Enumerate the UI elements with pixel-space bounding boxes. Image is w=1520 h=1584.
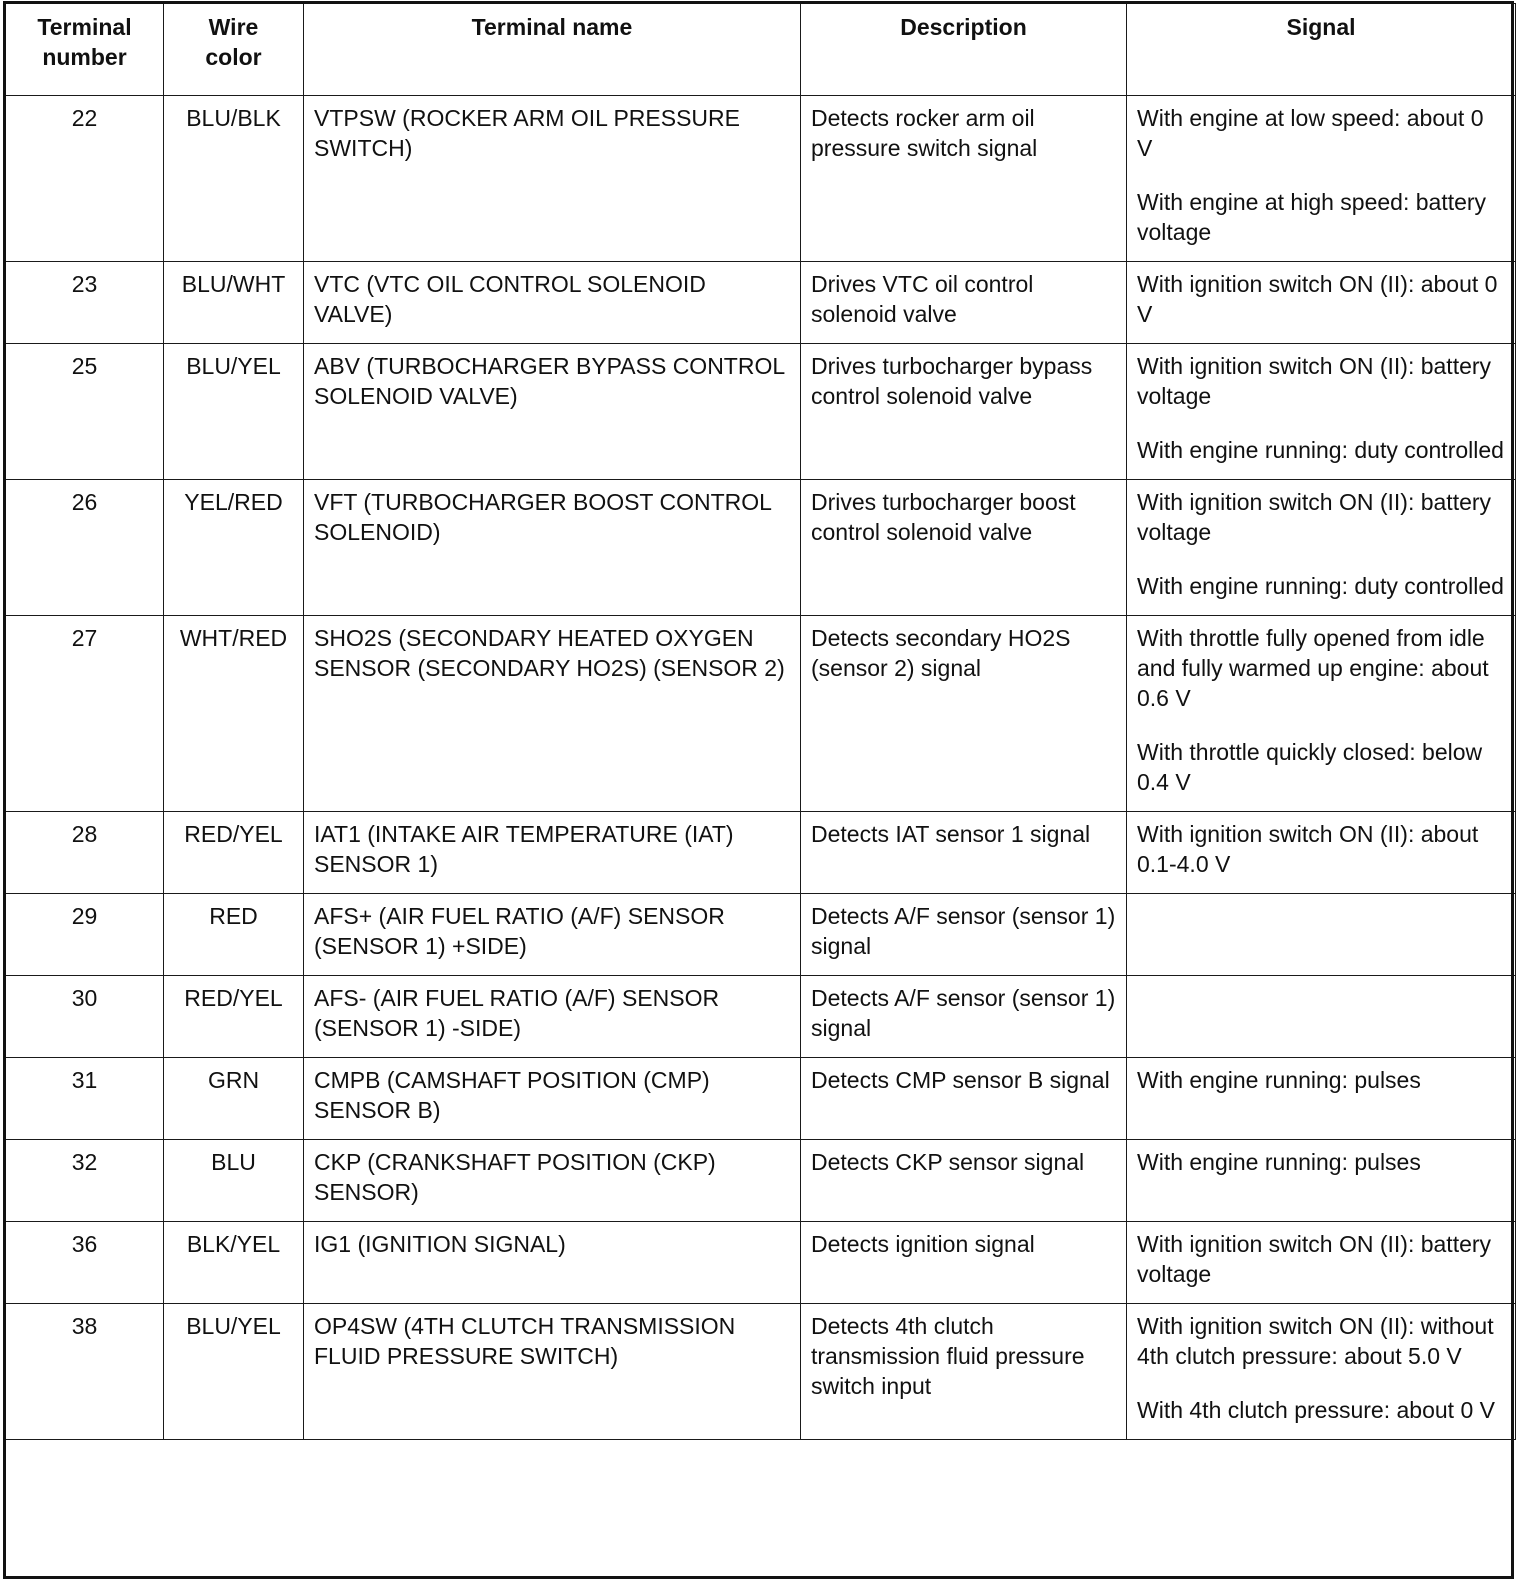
description-cell: Detects A/F sensor (sensor 1) signal: [801, 894, 1127, 976]
table-row: [6, 480, 1516, 616]
terminal-number-cell: 30: [6, 976, 164, 1058]
terminal-number-cell: 27: [6, 616, 164, 812]
signal-line: With throttle fully opened from idle and fully warmed up engine: about 0.6 V: [1137, 625, 1489, 711]
terminal-name-cell: AFS+ (AIR FUEL RATIO (A/F) SENSOR (SENSOR 1) +SIDE): [304, 894, 801, 976]
signal-cell: [1127, 616, 1516, 812]
signal-line: With ignition switch ON (II): about 0.1-4.0 V: [1137, 821, 1479, 877]
wire-color-cell: RED/YEL: [164, 976, 304, 1058]
wire-color-cell: WHT/RED: [164, 616, 304, 812]
table-row: [6, 616, 1516, 812]
terminal-number-cell: 29: [6, 894, 164, 976]
terminal-name-cell: ABV (TURBOCHARGER BYPASS CONTROL SOLENOID VALVE): [304, 344, 801, 480]
description-cell: Detects ignition signal: [801, 1222, 1127, 1304]
terminal-name-cell: IAT1 (INTAKE AIR TEMPERATURE (IAT) SENSOR 1): [304, 812, 801, 894]
signal-line: With 4th clutch pressure: about 0 V: [1137, 1397, 1495, 1423]
signal-cell: [1127, 480, 1516, 616]
signal-line: With ignition switch ON (II): battery voltage: [1137, 353, 1492, 409]
terminal-number-cell: 28: [6, 812, 164, 894]
signal-cell: [1127, 1140, 1516, 1222]
table-row: [6, 1222, 1516, 1304]
table-row: [6, 812, 1516, 894]
terminal-number-cell: 38: [6, 1304, 164, 1440]
signal-line: With engine at low speed: about 0 V: [1137, 105, 1484, 161]
header-terminal-name: Terminal name: [304, 4, 801, 96]
description-cell: Detects CMP sensor B signal: [801, 1058, 1127, 1140]
terminal-number-cell: 32: [6, 1140, 164, 1222]
description-cell: Drives turbocharger bypass control solenoid valve: [801, 344, 1127, 480]
table-row: [6, 1304, 1516, 1440]
signal-line: With engine running: pulses: [1137, 1067, 1421, 1093]
header-wire-color: Wire color: [164, 4, 304, 96]
table-header: [6, 4, 1516, 96]
table-row: [6, 344, 1516, 480]
signal-cell: [1127, 1058, 1516, 1140]
signal-line: With ignition switch ON (II): about 0 V: [1137, 271, 1498, 327]
terminal-name-cell: VTC (VTC OIL CONTROL SOLENOID VALVE): [304, 262, 801, 344]
table-row: [6, 1140, 1516, 1222]
description-cell: Drives turbocharger boost control solenoid valve: [801, 480, 1127, 616]
wire-color-cell: BLK/YEL: [164, 1222, 304, 1304]
signal-line: With engine running: duty controlled: [1137, 437, 1504, 463]
signal-cell: [1127, 1304, 1516, 1440]
wire-color-cell: BLU: [164, 1140, 304, 1222]
signal-line: With engine running: pulses: [1137, 1149, 1421, 1175]
terminal-number-cell: 36: [6, 1222, 164, 1304]
terminal-number-cell: 26: [6, 480, 164, 616]
terminal-number-cell: 22: [6, 96, 164, 262]
signal-cell: [1127, 344, 1516, 480]
terminal-name-cell: CMPB (CAMSHAFT POSITION (CMP) SENSOR B): [304, 1058, 801, 1140]
terminal-number-cell: 31: [6, 1058, 164, 1140]
wire-color-cell: RED: [164, 894, 304, 976]
signal-line: With throttle quickly closed: below 0.4 V: [1137, 739, 1483, 795]
signal-cell: [1127, 976, 1516, 1058]
wire-color-cell: BLU/WHT: [164, 262, 304, 344]
signal-cell: [1127, 894, 1516, 976]
description-cell: Detects IAT sensor 1 signal: [801, 812, 1127, 894]
table-row: [6, 262, 1516, 344]
signal-line: With ignition switch ON (II): battery voltage: [1137, 489, 1492, 545]
header-row: [6, 4, 1516, 96]
description-cell: Detects CKP sensor signal: [801, 1140, 1127, 1222]
description-cell: Drives VTC oil control solenoid valve: [801, 262, 1127, 344]
terminal-name-cell: AFS- (AIR FUEL RATIO (A/F) SENSOR (SENSOR 1) -SIDE): [304, 976, 801, 1058]
table-row: [6, 894, 1516, 976]
terminal-number-cell: 25: [6, 344, 164, 480]
signal-line: With ignition switch ON (II): without 4th clutch pressure: about 5.0 V: [1137, 1313, 1494, 1369]
signal-cell: [1127, 96, 1516, 262]
terminal-name-cell: OP4SW (4TH CLUTCH TRANSMISSION FLUID PRESSURE SWITCH): [304, 1304, 801, 1440]
terminal-name-cell: IG1 (IGNITION SIGNAL): [304, 1222, 801, 1304]
signal-line: With engine running: duty controlled: [1137, 573, 1504, 599]
signal-line: With ignition switch ON (II): battery voltage: [1137, 1231, 1492, 1287]
wire-color-cell: RED/YEL: [164, 812, 304, 894]
description-cell: Detects A/F sensor (sensor 1) signal: [801, 976, 1127, 1058]
table-row: [6, 976, 1516, 1058]
wire-color-cell: YEL/RED: [164, 480, 304, 616]
signal-cell: [1127, 812, 1516, 894]
terminal-number-cell: 23: [6, 262, 164, 344]
description-cell: Detects 4th clutch transmission fluid pressure switch input: [801, 1304, 1127, 1440]
wire-color-cell: BLU/YEL: [164, 344, 304, 480]
terminal-name-cell: SHO2S (SECONDARY HEATED OXYGEN SENSOR (SECONDARY HO2S) (SENSOR 2): [304, 616, 801, 812]
header-description: Description: [801, 4, 1127, 96]
table-row: [6, 1058, 1516, 1140]
signal-line: With engine at high speed: battery voltage: [1137, 189, 1487, 245]
terminal-name-cell: CKP (CRANKSHAFT POSITION (CKP) SENSOR): [304, 1140, 801, 1222]
wire-color-cell: GRN: [164, 1058, 304, 1140]
signal-cell: [1127, 1222, 1516, 1304]
table-row: [6, 96, 1516, 262]
wire-color-cell: BLU/BLK: [164, 96, 304, 262]
header-signal: Signal: [1127, 4, 1516, 96]
table-body: [6, 96, 1516, 1440]
wire-color-cell: BLU/YEL: [164, 1304, 304, 1440]
signal-cell: [1127, 262, 1516, 344]
header-terminal-number: Terminal number: [6, 4, 164, 96]
description-cell: Detects rocker arm oil pressure switch signal: [801, 96, 1127, 262]
terminal-table: [5, 3, 1516, 1440]
terminal-name-cell: VFT (TURBOCHARGER BOOST CONTROL SOLENOID): [304, 480, 801, 616]
terminal-name-cell: VTPSW (ROCKER ARM OIL PRESSURE SWITCH): [304, 96, 801, 262]
description-cell: Detects secondary HO2S (sensor 2) signal: [801, 616, 1127, 812]
